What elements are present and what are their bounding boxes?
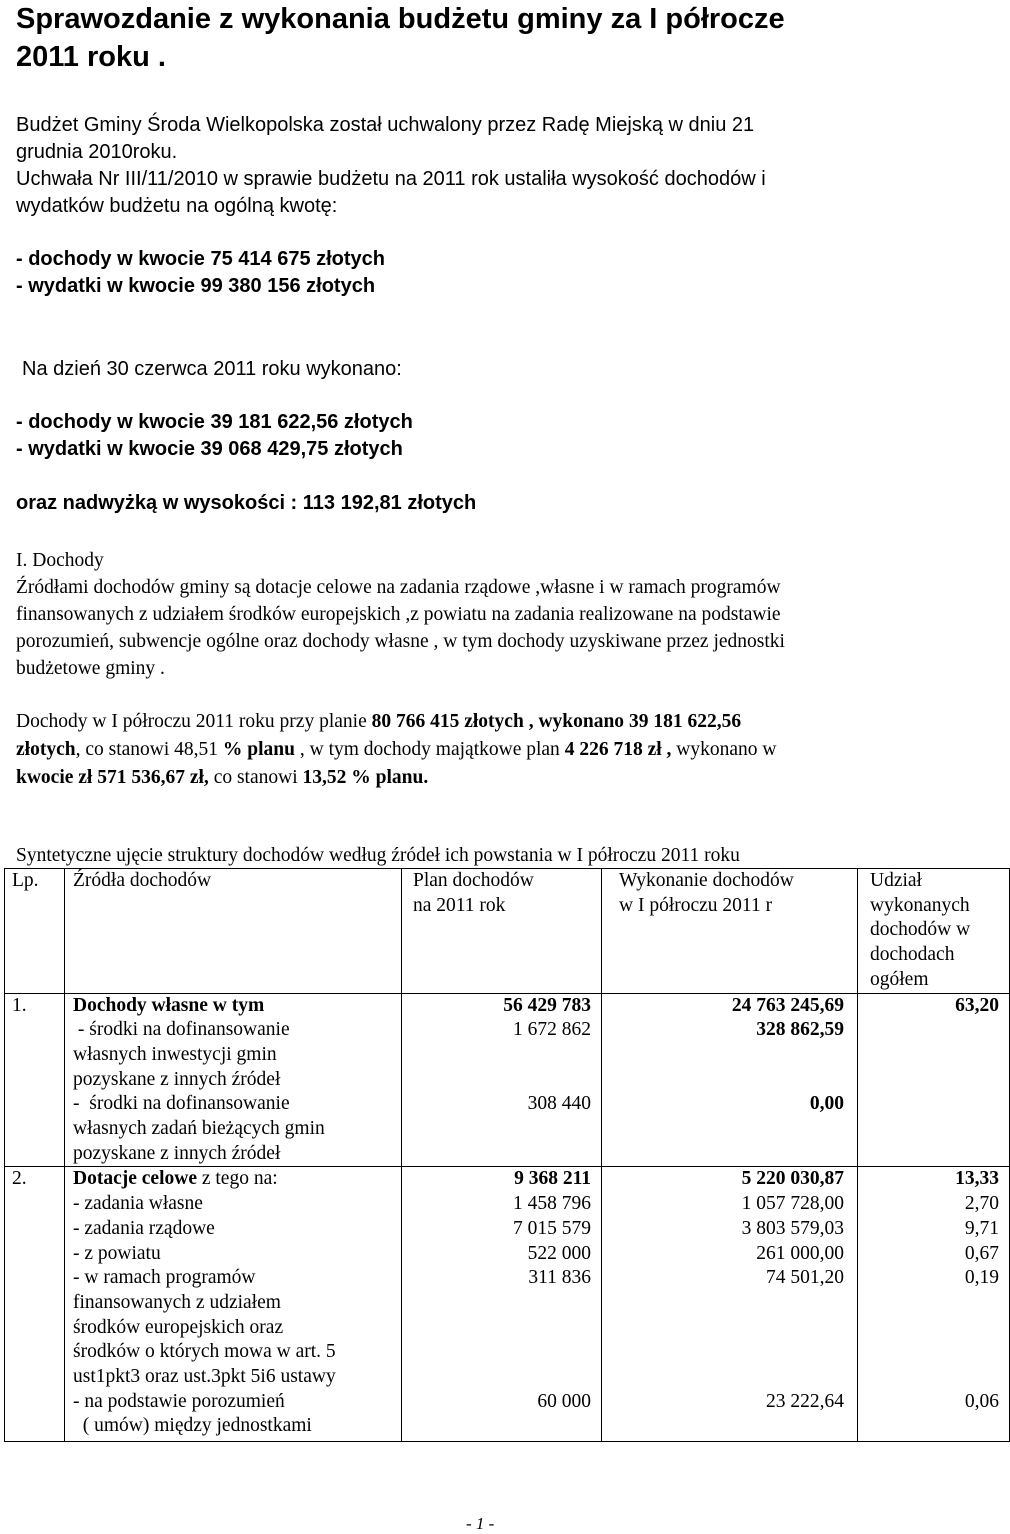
- table-caption: Syntetyczne ujęcie struktury dochodów według źródeł ich powstania w I półroczu 2011 roku: [16, 845, 740, 866]
- row-source: [65, 1167, 402, 1442]
- row-subitem: ( umów) między jednostkami: [73, 1415, 312, 1437]
- summary-text: wykonano w: [671, 739, 777, 760]
- summary-text: , co stanowi 48,51: [75, 739, 223, 760]
- title-line-2: 2011 roku .: [16, 41, 166, 73]
- cell-value: 522 000: [527, 1242, 591, 1264]
- table-row: [5, 993, 1010, 1167]
- row-subitem: - z powiatu: [73, 1242, 161, 1264]
- cell-value: 56 429 783: [503, 994, 591, 1016]
- header-share-text: dochodach: [870, 944, 955, 966]
- header-source-text: Źródła dochodów: [73, 870, 212, 891]
- executed-expense: - wydatki w kwocie 39 068 429,75 złotych: [16, 438, 403, 460]
- header-execution: [602, 869, 858, 994]
- section-heading: I. Dochody: [16, 550, 104, 571]
- cell-value: 63,20: [955, 994, 999, 1016]
- income-structure-table: [4, 868, 1010, 1442]
- cell-value: 23 222,64: [766, 1390, 844, 1412]
- executed-surplus: oraz nadwyżką w wysokości : 113 192,81 złotych: [16, 492, 477, 514]
- row-subitem: - środki na dofinansowanie: [73, 1093, 290, 1115]
- row-share: [858, 1167, 1010, 1442]
- cell-value: 24 763 245,69: [731, 994, 844, 1016]
- row-plan: [402, 993, 602, 1167]
- cell-value: 1 672 862: [513, 1019, 591, 1041]
- summary-value: 13,52 % planu.: [302, 767, 429, 788]
- row-subitem: - zadania własne: [73, 1193, 203, 1215]
- header-plan-text: Plan dochodów: [413, 870, 534, 891]
- cell-value: 261 000,00: [756, 1242, 844, 1264]
- row-lp: [5, 993, 65, 1167]
- summary-line-3: [16, 764, 428, 792]
- summary-line-1: [16, 708, 741, 736]
- section-line-4: budżetowe gminy .: [16, 658, 165, 679]
- header-plan: [402, 869, 602, 994]
- summary-value: 80 766 415 złotych: [371, 711, 524, 732]
- cell-value: 311 836: [528, 1267, 591, 1289]
- summary-text: co stanowi: [208, 767, 303, 788]
- row-subitem: środków o których mowa w art. 5: [73, 1341, 336, 1363]
- row-subitem: pozyskane z innych źródeł: [73, 1068, 281, 1090]
- cell-value: 7 015 579: [513, 1217, 591, 1239]
- intro-line-2: grudnia 2010roku.: [16, 141, 178, 163]
- row-subitem: - środki na dofinansowanie: [73, 1019, 290, 1041]
- title-line-1: Sprawozdanie z wykonania budżetu gminy za I półrocze: [16, 3, 785, 35]
- plan-income: - dochody w kwocie 75 414 675 złotych: [16, 248, 386, 270]
- row-subitem: - zadania rządowe: [73, 1217, 215, 1239]
- row-subitem: środków europejskich oraz: [73, 1316, 284, 1338]
- executed-heading: Na dzień 30 czerwca 2011 roku wykonano:: [22, 358, 402, 380]
- row-subitem: ust1pkt3 oraz ust.3pkt 5i6 ustawy: [73, 1366, 336, 1388]
- header-share: [858, 869, 1010, 994]
- executed-income: - dochody w kwocie 39 181 622,56 złotych: [16, 411, 413, 433]
- header-share-text: ogółem: [870, 968, 929, 990]
- intro-line-4: wydatków budżetu na ogólną kwotę:: [16, 195, 338, 217]
- row-title-rest: z tego na:: [196, 1168, 278, 1190]
- cell-value: 60 000: [537, 1390, 591, 1412]
- summary-text: , w tym dochody majątkowe plan: [294, 739, 565, 760]
- cell-value: 3 803 579,03: [741, 1217, 844, 1239]
- summary-text: złotych: [16, 739, 76, 760]
- row-title-bold: Dotacje celowe: [73, 1168, 197, 1190]
- header-share-text: Udział: [870, 870, 922, 891]
- cell-value: 308 440: [527, 1093, 591, 1115]
- header-exec-text: w I półroczu 2011 r: [619, 894, 773, 916]
- row-lp-text: 1.: [12, 994, 27, 1016]
- header-share-text: dochodów w: [870, 919, 971, 941]
- cell-value: 1 057 728,00: [741, 1193, 844, 1215]
- row-title: [73, 1167, 401, 1192]
- header-source: [65, 869, 402, 994]
- header-plan-text: na 2011 rok: [413, 894, 506, 916]
- cell-value: 74 501,20: [766, 1267, 844, 1289]
- cell-value: 5 220 030,87: [741, 1168, 844, 1190]
- row-subitem: własnych inwestycji gmin: [73, 1043, 277, 1065]
- row-title: Dochody własne w tym: [73, 994, 265, 1016]
- summary-line-2: [16, 736, 776, 764]
- table-header-row: [5, 869, 1010, 994]
- plan-expense: - wydatki w kwocie 99 380 156 złotych: [16, 275, 376, 297]
- summary-value: 4 226 718 zł ,: [564, 739, 672, 760]
- row-subitem: - na podstawie porozumień: [73, 1390, 285, 1412]
- cell-value: 0,00: [809, 1093, 844, 1115]
- cell-value: 9,71: [964, 1217, 999, 1239]
- cell-value: 328 862,59: [756, 1019, 844, 1041]
- page-title: [16, 0, 785, 76]
- row-source: [65, 993, 402, 1167]
- summary-value: % planu: [222, 739, 295, 760]
- section-line-1: Źródłami dochodów gminy są dotacje celowe na zadania rządowe ,własne i w ramach programów: [16, 577, 781, 598]
- section-line-3: porozumień, subwencje ogólne oraz dochody własne , w tym dochody uzyskiwane przez jednostki: [16, 631, 785, 652]
- header-lp: [5, 869, 65, 994]
- row-plan: [402, 1167, 602, 1442]
- header-lp-text: Lp.: [12, 870, 39, 891]
- row-share: [858, 993, 1010, 1167]
- cell-value: 9 368 211: [514, 1168, 591, 1190]
- row-subitem: własnych zadań bieżących gmin: [73, 1118, 325, 1140]
- header-exec-text: Wykonanie dochodów: [619, 870, 794, 891]
- intro-line-3: Uchwała Nr III/11/2010 w sprawie budżetu na 2011 rok ustaliła wysokość dochodów i: [16, 168, 766, 190]
- cell-value: 0,06: [964, 1390, 999, 1412]
- summary-text: Dochody w I półroczu 2011 roku przy planie: [16, 711, 372, 732]
- row-execution: [602, 1167, 858, 1442]
- summary-value: 39 181 622,56: [628, 711, 742, 732]
- intro-line-1: Budżet Gminy Środa Wielkopolska został uchwalony przez Radę Miejską w dniu 21: [16, 114, 755, 136]
- cell-value: 13,33: [955, 1168, 999, 1190]
- row-subitem: - w ramach programów: [73, 1267, 256, 1289]
- summary-text: , wykonano: [523, 711, 629, 732]
- cell-value: 0,67: [964, 1242, 999, 1264]
- row-subitem: pozyskane z innych źródeł: [73, 1142, 281, 1164]
- section-line-2: finansowanych z udziałem środków europejskich ,z powiatu na zadania realizowane na podstawie: [16, 604, 781, 625]
- cell-value: 0,19: [964, 1267, 999, 1289]
- row-execution: [602, 993, 858, 1167]
- page-number: - 1 -: [466, 1514, 495, 1533]
- header-share-text: wykonanych: [870, 894, 970, 916]
- row-subitem: finansowanych z udziałem: [73, 1291, 281, 1313]
- table-row: [5, 1167, 1010, 1442]
- row-lp: [5, 1167, 65, 1442]
- cell-value: 2,70: [964, 1193, 999, 1215]
- cell-value: 1 458 796: [513, 1193, 591, 1215]
- row-lp-text: 2.: [12, 1168, 27, 1190]
- summary-value: kwocie zł 571 536,67 zł,: [16, 767, 209, 788]
